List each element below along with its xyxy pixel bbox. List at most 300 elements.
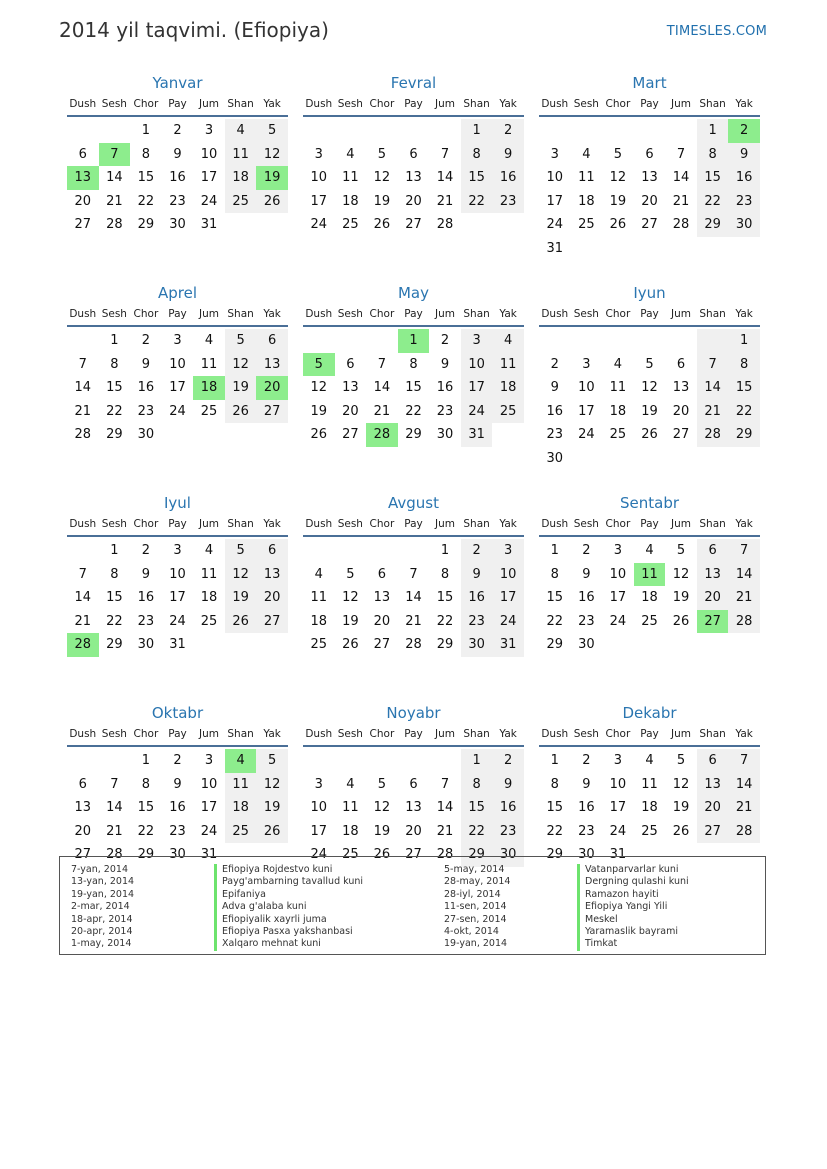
holiday-day-cell[interactable]: 19 — [256, 166, 288, 190]
day-cell[interactable]: 4 — [645, 543, 654, 559]
day-cell[interactable]: 15 — [405, 380, 422, 396]
day-cell[interactable]: 30 — [546, 450, 564, 466]
day-cell[interactable]: 7 — [676, 146, 686, 162]
day-cell[interactable]: 7 — [409, 566, 418, 582]
day-cell[interactable]: 26 — [342, 637, 359, 653]
day-cell[interactable]: 11 — [492, 353, 524, 377]
day-cell[interactable]: 10 — [609, 776, 627, 792]
day-cell[interactable]: 18 — [609, 403, 627, 419]
day-cell[interactable]: 18 — [641, 590, 658, 606]
day-cell[interactable]: 10 — [578, 380, 595, 396]
day-cell[interactable]: 27 — [641, 217, 658, 233]
day-cell[interactable]: 4 — [204, 543, 214, 559]
day-cell[interactable]: 18 — [578, 193, 595, 209]
day-cell[interactable]: 17 — [461, 376, 493, 400]
day-cell[interactable]: 10 — [461, 353, 493, 377]
day-cell[interactable]: 31 — [200, 847, 218, 863]
day-cell[interactable]: 15 — [546, 800, 564, 816]
day-cell[interactable]: 15 — [137, 170, 155, 186]
day-cell[interactable]: 20 — [641, 193, 658, 209]
day-cell[interactable]: 4 — [492, 329, 524, 353]
day-cell[interactable]: 11 — [342, 170, 359, 186]
day-cell[interactable]: 8 — [550, 776, 559, 792]
day-cell[interactable]: 27 — [74, 847, 92, 863]
day-cell[interactable]: 3 — [173, 333, 182, 349]
day-cell[interactable]: 19 — [373, 193, 391, 209]
day-cell[interactable]: 1 — [110, 543, 119, 559]
day-cell[interactable]: 18 — [200, 590, 218, 606]
day-cell[interactable]: 16 — [461, 586, 493, 610]
day-cell[interactable]: 22 — [106, 403, 123, 419]
day-cell[interactable]: 24 — [169, 613, 186, 629]
day-cell[interactable]: 30 — [578, 847, 595, 863]
day-cell[interactable]: 22 — [461, 190, 493, 214]
day-cell[interactable]: 11 — [310, 590, 328, 606]
day-cell[interactable]: 10 — [310, 170, 328, 186]
day-cell[interactable]: 26 — [256, 190, 288, 214]
day-cell[interactable]: 15 — [436, 590, 454, 606]
day-cell[interactable]: 8 — [697, 143, 729, 167]
day-cell[interactable]: 20 — [256, 586, 288, 610]
day-cell[interactable]: 20 — [697, 586, 729, 610]
day-cell[interactable]: 1 — [141, 123, 151, 139]
day-cell[interactable]: 24 — [200, 193, 218, 209]
day-cell[interactable]: 10 — [310, 800, 328, 816]
day-cell[interactable]: 24 — [546, 217, 564, 233]
day-cell[interactable]: 27 — [256, 610, 288, 634]
day-cell[interactable]: 21 — [672, 193, 690, 209]
day-cell[interactable]: 21 — [728, 586, 760, 610]
day-cell[interactable]: 6 — [377, 566, 387, 582]
day-cell[interactable]: 17 — [200, 800, 218, 816]
day-cell[interactable]: 9 — [582, 566, 591, 582]
day-cell[interactable]: 15 — [461, 166, 493, 190]
day-cell[interactable]: 14 — [672, 170, 690, 186]
day-cell[interactable]: 23 — [728, 190, 760, 214]
day-cell[interactable]: 28 — [106, 847, 123, 863]
day-cell[interactable]: 20 — [74, 823, 92, 839]
day-cell[interactable]: 18 — [225, 166, 257, 190]
day-cell[interactable]: 19 — [342, 613, 359, 629]
day-cell[interactable]: 12 — [609, 170, 627, 186]
day-cell[interactable]: 13 — [342, 380, 359, 396]
day-cell[interactable]: 4 — [314, 566, 323, 582]
day-cell[interactable]: 5 — [377, 146, 387, 162]
day-cell[interactable]: 25 — [200, 403, 218, 419]
day-cell[interactable]: 28 — [405, 637, 422, 653]
day-cell[interactable]: 6 — [645, 146, 654, 162]
day-cell[interactable]: 28 — [106, 217, 123, 233]
day-cell[interactable]: 18 — [225, 796, 257, 820]
day-cell[interactable]: 7 — [440, 776, 450, 792]
day-cell[interactable]: 14 — [74, 590, 92, 606]
day-cell[interactable]: 21 — [74, 613, 92, 629]
day-cell[interactable]: 14 — [405, 590, 422, 606]
day-cell[interactable]: 2 — [492, 749, 524, 773]
day-cell[interactable]: 7 — [728, 539, 760, 563]
holiday-day-cell[interactable]: 4 — [225, 749, 257, 773]
day-cell[interactable]: 12 — [672, 776, 690, 792]
day-cell[interactable]: 21 — [436, 193, 454, 209]
day-cell[interactable]: 3 — [613, 543, 623, 559]
day-cell[interactable]: 1 — [728, 329, 760, 353]
day-cell[interactable]: 12 — [342, 590, 359, 606]
day-cell[interactable]: 2 — [141, 333, 151, 349]
day-cell[interactable]: 19 — [225, 376, 257, 400]
day-cell[interactable]: 9 — [173, 146, 182, 162]
day-cell[interactable]: 26 — [373, 217, 391, 233]
day-cell[interactable]: 13 — [373, 590, 391, 606]
day-cell[interactable]: 21 — [373, 403, 391, 419]
day-cell[interactable]: 28 — [436, 217, 454, 233]
day-cell[interactable]: 29 — [436, 637, 454, 653]
day-cell[interactable]: 12 — [641, 380, 658, 396]
day-cell[interactable]: 23 — [461, 610, 493, 634]
day-cell[interactable]: 20 — [405, 823, 422, 839]
day-cell[interactable]: 2 — [141, 543, 151, 559]
day-cell[interactable]: 26 — [225, 400, 257, 424]
day-cell[interactable]: 29 — [546, 847, 564, 863]
day-cell[interactable]: 10 — [200, 146, 218, 162]
day-cell[interactable]: 18 — [342, 823, 359, 839]
day-cell[interactable]: 13 — [697, 563, 729, 587]
day-cell[interactable]: 14 — [697, 376, 729, 400]
day-cell[interactable]: 29 — [137, 847, 155, 863]
day-cell[interactable]: 27 — [256, 400, 288, 424]
day-cell[interactable]: 28 — [728, 820, 760, 844]
day-cell[interactable]: 5 — [676, 753, 686, 769]
day-cell[interactable]: 8 — [550, 566, 559, 582]
day-cell[interactable]: 10 — [492, 563, 524, 587]
day-cell[interactable]: 18 — [310, 613, 328, 629]
day-cell[interactable]: 27 — [405, 847, 422, 863]
day-cell[interactable]: 20 — [405, 193, 422, 209]
day-cell[interactable]: 21 — [405, 613, 422, 629]
day-cell[interactable]: 2 — [492, 119, 524, 143]
day-cell[interactable]: 2 — [173, 123, 182, 139]
day-cell[interactable]: 22 — [697, 190, 729, 214]
day-cell[interactable]: 22 — [461, 820, 493, 844]
day-cell[interactable]: 16 — [578, 800, 595, 816]
day-cell[interactable]: 8 — [141, 146, 151, 162]
day-cell[interactable]: 3 — [314, 146, 323, 162]
day-cell[interactable]: 22 — [405, 403, 422, 419]
day-cell[interactable]: 26 — [641, 427, 658, 443]
day-cell[interactable]: 14 — [106, 170, 123, 186]
day-cell[interactable]: 1 — [550, 753, 559, 769]
day-cell[interactable]: 7 — [110, 776, 119, 792]
day-cell[interactable]: 3 — [492, 539, 524, 563]
day-cell[interactable]: 22 — [137, 193, 155, 209]
day-cell[interactable]: 4 — [346, 146, 355, 162]
day-cell[interactable]: 9 — [141, 566, 151, 582]
day-cell[interactable]: 13 — [256, 353, 288, 377]
holiday-day-cell[interactable]: 2 — [728, 119, 760, 143]
day-cell[interactable]: 2 — [582, 543, 591, 559]
day-cell[interactable]: 3 — [204, 753, 214, 769]
day-cell[interactable]: 4 — [645, 753, 654, 769]
day-cell[interactable]: 23 — [492, 190, 524, 214]
day-cell[interactable]: 24 — [200, 823, 218, 839]
day-cell[interactable]: 16 — [728, 166, 760, 190]
day-cell[interactable]: 1 — [141, 753, 151, 769]
day-cell[interactable]: 25 — [225, 820, 257, 844]
day-cell[interactable]: 22 — [137, 823, 155, 839]
day-cell[interactable]: 5 — [225, 329, 257, 353]
day-cell[interactable]: 28 — [74, 427, 92, 443]
day-cell[interactable]: 19 — [672, 800, 690, 816]
day-cell[interactable]: 31 — [546, 240, 564, 256]
day-cell[interactable]: 5 — [377, 776, 387, 792]
day-cell[interactable]: 11 — [609, 380, 627, 396]
day-cell[interactable]: 14 — [74, 380, 92, 396]
day-cell[interactable]: 5 — [256, 119, 288, 143]
day-cell[interactable]: 10 — [200, 776, 218, 792]
day-cell[interactable]: 12 — [225, 353, 257, 377]
day-cell[interactable]: 25 — [578, 217, 595, 233]
day-cell[interactable]: 21 — [728, 796, 760, 820]
day-cell[interactable]: 11 — [342, 800, 359, 816]
day-cell[interactable]: 6 — [409, 776, 418, 792]
day-cell[interactable]: 19 — [641, 403, 658, 419]
day-cell[interactable]: 6 — [697, 749, 729, 773]
day-cell[interactable]: 14 — [373, 380, 391, 396]
day-cell[interactable]: 7 — [78, 566, 87, 582]
day-cell[interactable]: 11 — [578, 170, 595, 186]
day-cell[interactable]: 19 — [225, 586, 257, 610]
day-cell[interactable]: 3 — [204, 123, 214, 139]
day-cell[interactable]: 27 — [342, 427, 359, 443]
day-cell[interactable]: 30 — [436, 427, 454, 443]
day-cell[interactable]: 24 — [492, 610, 524, 634]
day-cell[interactable]: 31 — [169, 637, 186, 653]
day-cell[interactable]: 18 — [641, 800, 658, 816]
day-cell[interactable]: 18 — [342, 193, 359, 209]
day-cell[interactable]: 21 — [74, 403, 92, 419]
day-cell[interactable]: 7 — [697, 353, 729, 377]
day-cell[interactable]: 22 — [728, 400, 760, 424]
day-cell[interactable]: 25 — [641, 823, 658, 839]
day-cell[interactable]: 29 — [728, 423, 760, 447]
day-cell[interactable]: 27 — [74, 217, 92, 233]
day-cell[interactable]: 24 — [310, 217, 328, 233]
day-cell[interactable]: 12 — [373, 170, 391, 186]
day-cell[interactable]: 26 — [609, 217, 627, 233]
day-cell[interactable]: 7 — [377, 356, 387, 372]
day-cell[interactable]: 12 — [256, 143, 288, 167]
day-cell[interactable]: 17 — [546, 193, 564, 209]
day-cell[interactable]: 6 — [346, 356, 355, 372]
day-cell[interactable]: 20 — [373, 613, 391, 629]
day-cell[interactable]: 9 — [492, 773, 524, 797]
day-cell[interactable]: 12 — [373, 800, 391, 816]
day-cell[interactable]: 21 — [106, 823, 123, 839]
day-cell[interactable]: 30 — [492, 843, 524, 867]
day-cell[interactable]: 16 — [137, 380, 155, 396]
day-cell[interactable]: 21 — [436, 823, 454, 839]
day-cell[interactable]: 16 — [169, 170, 186, 186]
holiday-day-cell[interactable]: 1 — [398, 329, 430, 353]
day-cell[interactable]: 17 — [310, 193, 328, 209]
day-cell[interactable]: 23 — [169, 193, 186, 209]
day-cell[interactable]: 5 — [346, 566, 355, 582]
day-cell[interactable]: 5 — [676, 543, 686, 559]
day-cell[interactable]: 16 — [169, 800, 186, 816]
day-cell[interactable]: 28 — [697, 423, 729, 447]
day-cell[interactable]: 27 — [405, 217, 422, 233]
day-cell[interactable]: 2 — [173, 753, 182, 769]
day-cell[interactable]: 13 — [256, 563, 288, 587]
day-cell[interactable]: 30 — [461, 633, 493, 657]
day-cell[interactable]: 26 — [672, 613, 690, 629]
day-cell[interactable]: 28 — [728, 610, 760, 634]
day-cell[interactable]: 25 — [310, 637, 328, 653]
day-cell[interactable]: 13 — [405, 800, 422, 816]
day-cell[interactable]: 27 — [697, 820, 729, 844]
day-cell[interactable]: 22 — [106, 613, 123, 629]
day-cell[interactable]: 7 — [728, 749, 760, 773]
day-cell[interactable]: 8 — [110, 356, 119, 372]
day-cell[interactable]: 20 — [697, 796, 729, 820]
day-cell[interactable]: 16 — [546, 403, 564, 419]
day-cell[interactable]: 23 — [546, 427, 564, 443]
day-cell[interactable]: 1 — [697, 119, 729, 143]
day-cell[interactable]: 16 — [436, 380, 454, 396]
day-cell[interactable]: 17 — [310, 823, 328, 839]
day-cell[interactable]: 8 — [461, 143, 493, 167]
day-cell[interactable]: 23 — [169, 823, 186, 839]
day-cell[interactable]: 6 — [78, 146, 87, 162]
day-cell[interactable]: 29 — [405, 427, 422, 443]
day-cell[interactable]: 24 — [578, 427, 595, 443]
day-cell[interactable]: 11 — [641, 776, 658, 792]
day-cell[interactable]: 15 — [697, 166, 729, 190]
day-cell[interactable]: 14 — [436, 800, 454, 816]
day-cell[interactable]: 6 — [256, 539, 288, 563]
day-cell[interactable]: 8 — [461, 773, 493, 797]
day-cell[interactable]: 16 — [578, 590, 595, 606]
day-cell[interactable]: 6 — [256, 329, 288, 353]
day-cell[interactable]: 13 — [697, 773, 729, 797]
day-cell[interactable]: 25 — [342, 847, 359, 863]
day-cell[interactable]: 17 — [200, 170, 218, 186]
day-cell[interactable]: 13 — [405, 170, 422, 186]
holiday-day-cell[interactable]: 11 — [634, 563, 666, 587]
day-cell[interactable]: 14 — [436, 170, 454, 186]
day-cell[interactable]: 21 — [106, 193, 123, 209]
day-cell[interactable]: 13 — [641, 170, 658, 186]
day-cell[interactable]: 3 — [613, 753, 623, 769]
day-cell[interactable]: 24 — [609, 613, 627, 629]
day-cell[interactable]: 23 — [137, 613, 155, 629]
day-cell[interactable]: 2 — [582, 753, 591, 769]
day-cell[interactable]: 13 — [672, 380, 690, 396]
day-cell[interactable]: 22 — [546, 613, 564, 629]
day-cell[interactable]: 23 — [492, 820, 524, 844]
day-cell[interactable]: 9 — [550, 380, 559, 396]
holiday-day-cell[interactable]: 7 — [99, 143, 131, 167]
day-cell[interactable]: 26 — [256, 820, 288, 844]
day-cell[interactable]: 20 — [342, 403, 359, 419]
day-cell[interactable]: 9 — [461, 563, 493, 587]
day-cell[interactable]: 27 — [373, 637, 391, 653]
day-cell[interactable]: 9 — [173, 776, 182, 792]
day-cell[interactable]: 5 — [225, 539, 257, 563]
day-cell[interactable]: 23 — [578, 613, 595, 629]
day-cell[interactable]: 29 — [106, 637, 123, 653]
day-cell[interactable]: 20 — [672, 403, 690, 419]
day-cell[interactable]: 23 — [436, 403, 454, 419]
day-cell[interactable]: 17 — [169, 380, 186, 396]
day-cell[interactable]: 1 — [461, 119, 493, 143]
holiday-day-cell[interactable]: 18 — [193, 376, 225, 400]
day-cell[interactable]: 17 — [492, 586, 524, 610]
day-cell[interactable]: 4 — [346, 776, 355, 792]
day-cell[interactable]: 29 — [697, 213, 729, 237]
day-cell[interactable]: 16 — [137, 590, 155, 606]
day-cell[interactable]: 10 — [169, 566, 186, 582]
day-cell[interactable]: 17 — [609, 590, 627, 606]
day-cell[interactable]: 14 — [106, 800, 123, 816]
day-cell[interactable]: 10 — [609, 566, 627, 582]
day-cell[interactable]: 16 — [492, 796, 524, 820]
holiday-day-cell[interactable]: 27 — [697, 610, 729, 634]
day-cell[interactable]: 29 — [106, 427, 123, 443]
day-cell[interactable]: 4 — [225, 119, 257, 143]
day-cell[interactable]: 25 — [200, 613, 218, 629]
day-cell[interactable]: 10 — [546, 170, 564, 186]
day-cell[interactable]: 9 — [582, 776, 591, 792]
day-cell[interactable]: 17 — [578, 403, 595, 419]
day-cell[interactable]: 31 — [492, 633, 524, 657]
day-cell[interactable]: 25 — [225, 190, 257, 214]
holiday-day-cell[interactable]: 20 — [256, 376, 288, 400]
day-cell[interactable]: 8 — [141, 776, 151, 792]
holiday-day-cell[interactable]: 13 — [67, 166, 99, 190]
day-cell[interactable]: 31 — [461, 423, 493, 447]
day-cell[interactable]: 3 — [461, 329, 493, 353]
day-cell[interactable]: 11 — [200, 356, 218, 372]
day-cell[interactable]: 26 — [672, 823, 690, 839]
day-cell[interactable]: 15 — [728, 376, 760, 400]
day-cell[interactable]: 15 — [106, 380, 123, 396]
day-cell[interactable]: 8 — [728, 353, 760, 377]
day-cell[interactable]: 29 — [137, 217, 155, 233]
day-cell[interactable]: 9 — [492, 143, 524, 167]
day-cell[interactable]: 12 — [672, 566, 690, 582]
day-cell[interactable]: 1 — [440, 543, 450, 559]
day-cell[interactable]: 30 — [728, 213, 760, 237]
day-cell[interactable]: 15 — [546, 590, 564, 606]
day-cell[interactable]: 5 — [256, 749, 288, 773]
day-cell[interactable]: 19 — [256, 796, 288, 820]
day-cell[interactable]: 9 — [440, 356, 450, 372]
day-cell[interactable]: 19 — [672, 590, 690, 606]
day-cell[interactable]: 31 — [200, 217, 218, 233]
day-cell[interactable]: 19 — [310, 403, 328, 419]
day-cell[interactable]: 22 — [436, 613, 454, 629]
day-cell[interactable]: 29 — [546, 637, 564, 653]
day-cell[interactable]: 19 — [609, 193, 627, 209]
day-cell[interactable]: 3 — [173, 543, 182, 559]
day-cell[interactable]: 24 — [310, 847, 328, 863]
day-cell[interactable]: 31 — [609, 847, 627, 863]
day-cell[interactable]: 3 — [314, 776, 323, 792]
day-cell[interactable]: 5 — [645, 356, 654, 372]
day-cell[interactable]: 12 — [310, 380, 328, 396]
day-cell[interactable]: 5 — [613, 146, 623, 162]
day-cell[interactable]: 8 — [110, 566, 119, 582]
